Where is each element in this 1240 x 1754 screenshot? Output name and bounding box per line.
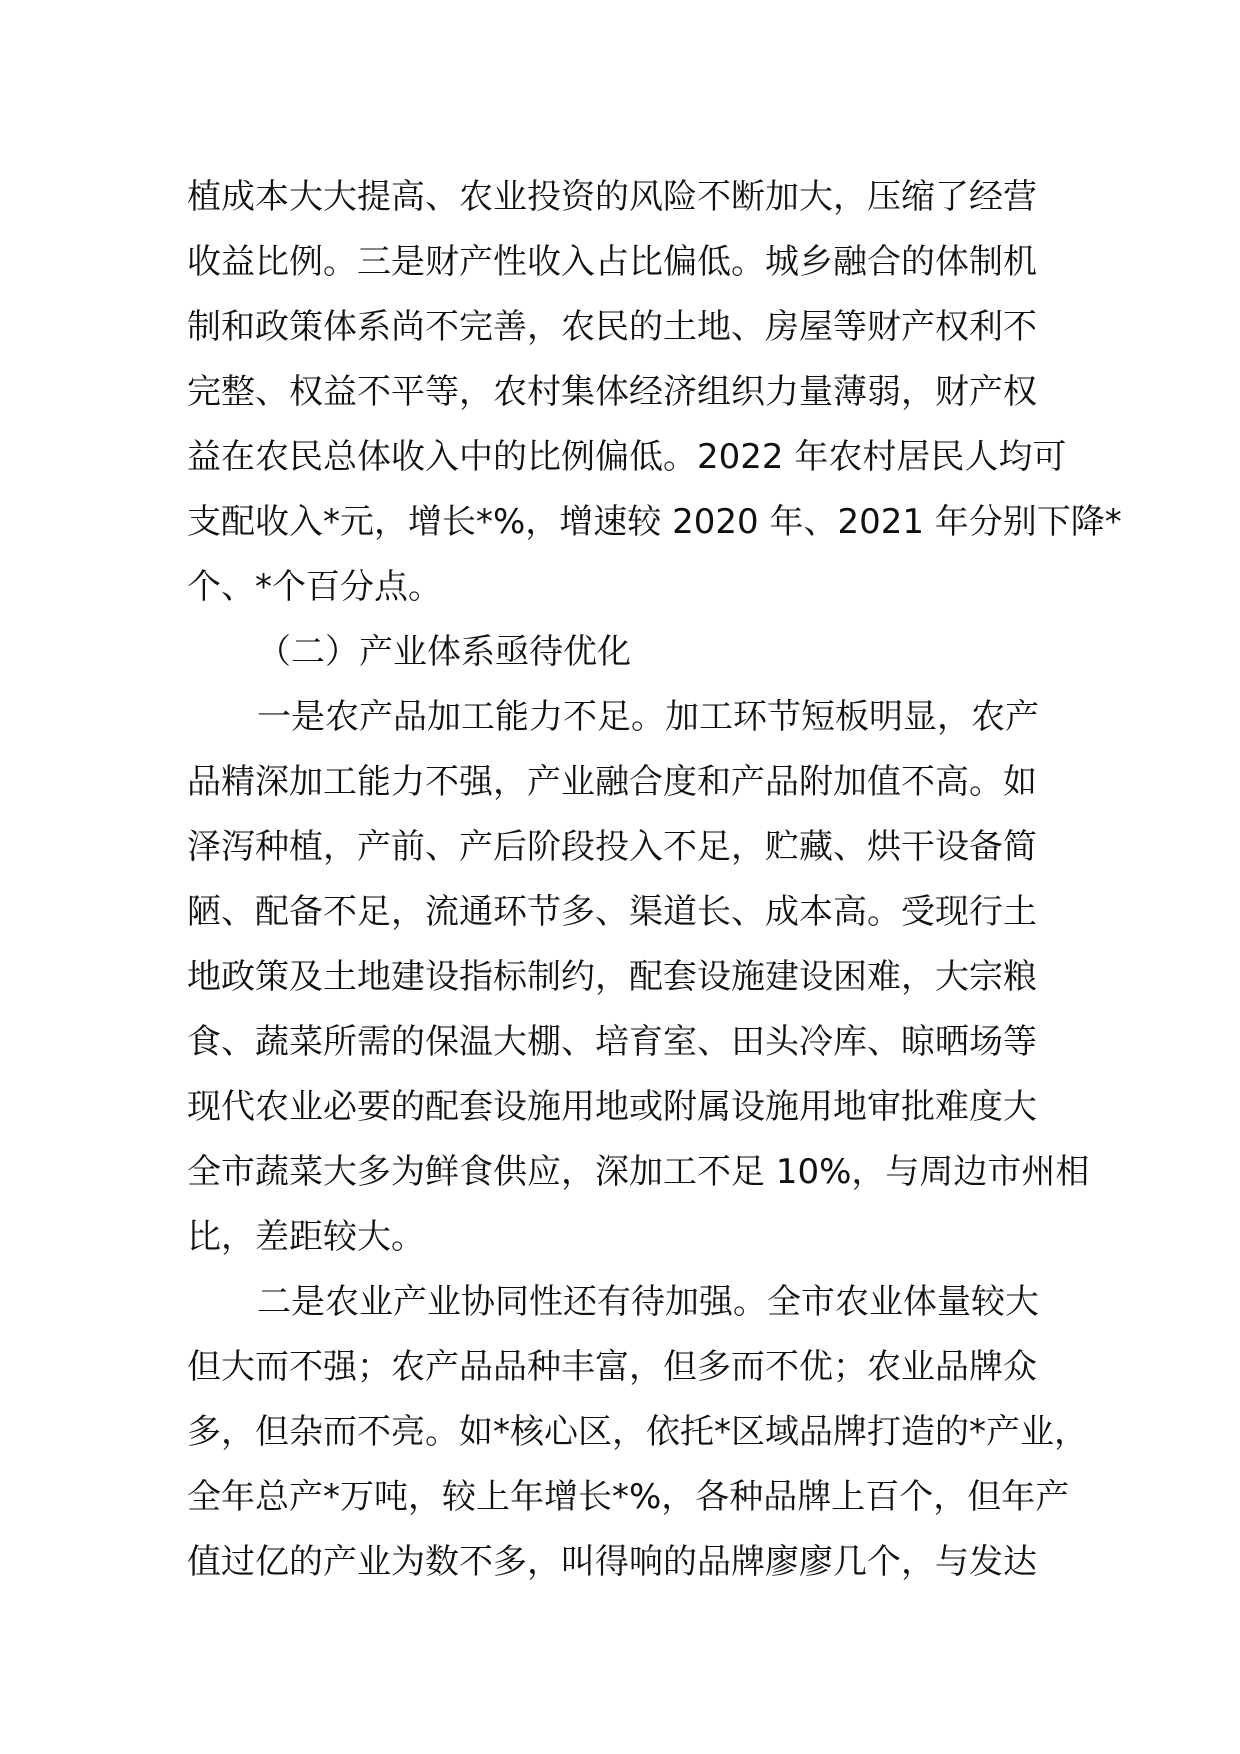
text-line: 制和政策体系尚不完善，农民的土地、房屋等财产权利不 [187, 307, 1037, 347]
text-line: 全市蔬菜大多为鲜食供应，深加工不足 10%，与周边市州相 [187, 1152, 1090, 1192]
text-line: 个、*个百分点。 [187, 567, 442, 607]
text-line: 品精深加工能力不强，产业融合度和产品附加值不高。如 [187, 762, 1037, 802]
text-line: 现代农业必要的配套设施用地或附属设施用地审批难度大 [187, 1087, 1037, 1127]
document-body [187, 165, 1122, 1595]
text-line: 值过亿的产业为数不多，叫得响的品牌廖廖几个，与发达 [187, 1542, 1037, 1582]
text-line: 二是农业产业协同性还有待加强。全市农业体量较大 [257, 1282, 1039, 1322]
section-heading: （二）产业体系亟待优化 [257, 632, 631, 672]
text-line: 地政策及土地建设指标制约，配套设施建设困难，大宗粮 [187, 957, 1037, 997]
text-line: 比，差距较大。 [187, 1217, 425, 1257]
text-line: 但大而不强；农产品品种丰富，但多而不优；农业品牌众 [187, 1347, 1037, 1387]
text-line: 食、蔬菜所需的保温大棚、培育室、田头冷库、晾晒场等 [187, 1022, 1037, 1062]
text-line: 全年总产*万吨，较上年增长*%，各种品牌上百个，但年产 [187, 1477, 1070, 1517]
text-line: 陋、配备不足，流通环节多、渠道长、成本高。受现行土 [187, 892, 1037, 932]
text-line: 多，但杂而不亮。如*核心区，依托*区域品牌打造的*产业， [187, 1412, 1088, 1452]
text-line: 一是农产品加工能力不足。加工环节短板明显，农产 [257, 697, 1039, 737]
text-line: 支配收入*元，增长*%，增速较 2020 年、2021 年分别下降* [187, 502, 1122, 542]
text-line: 植成本大大提高、农业投资的风险不断加大，压缩了经营 [187, 177, 1037, 217]
text-line: 收益比例。三是财产性收入占比偏低。城乡融合的体制机 [187, 242, 1037, 282]
text-line: 泽泻种植，产前、产后阶段投入不足，贮藏、烘干设备简 [187, 827, 1037, 867]
text-line: 益在农民总体收入中的比例偏低。2022 年农村居民人均可 [187, 437, 1067, 477]
text-line: 完整、权益不平等，农村集体经济组织力量薄弱，财产权 [187, 372, 1037, 412]
